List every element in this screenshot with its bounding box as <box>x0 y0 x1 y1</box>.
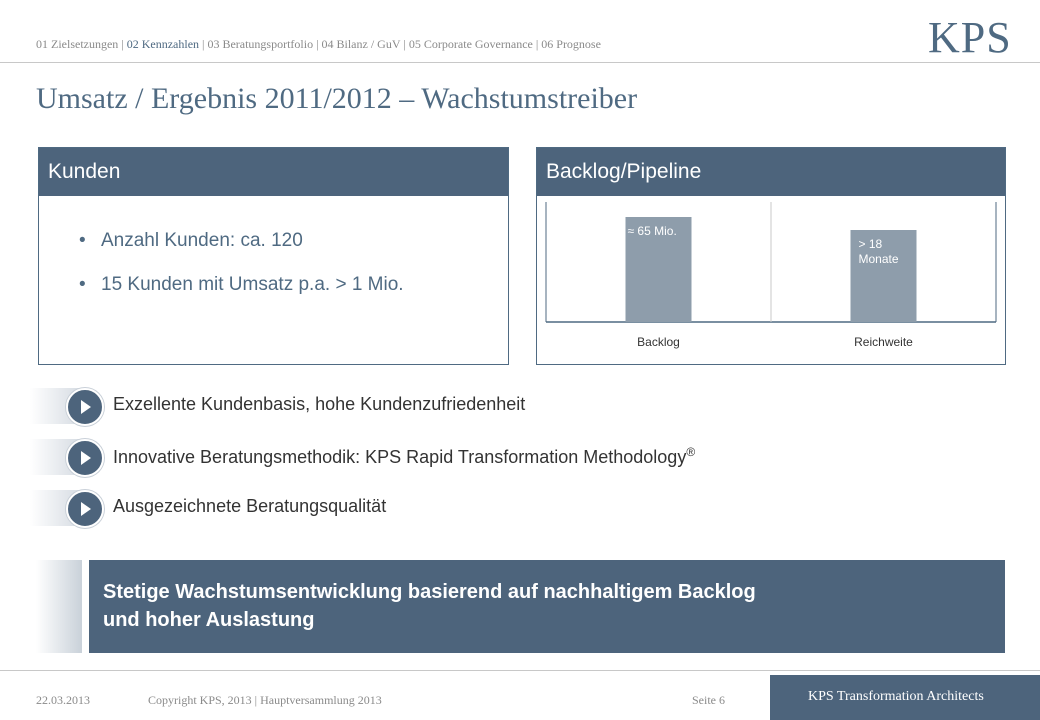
nav-item-kennzahlen[interactable]: 02 Kennzahlen <box>126 37 200 51</box>
footer-page: Seite 6 <box>692 693 725 707</box>
play-arrow-icon <box>66 490 104 528</box>
driver-row-1 <box>30 386 930 426</box>
footer-copyright: Copyright KPS, 2013 | Hauptversammlung 2013 <box>148 693 382 707</box>
backlog-chart <box>543 200 999 365</box>
section-nav: 01 Zielsetzungen | 02 Kennzahlen | 03 Beratungsportfolio | 04 Bilanz / GuV | 05 Corporate Governance | 06 Prognose <box>36 37 601 51</box>
driver-row-3 <box>30 488 930 528</box>
highlight-line-1: Stetige Wachstumsentwicklung basierend auf nachhaltigem Backlog <box>103 581 756 603</box>
chart-data-label-reichweite-line1: > 18 <box>858 237 883 251</box>
footer-brand-text: KPS Transformation Architects <box>808 689 984 704</box>
chart-category-label-backlog: Backlog <box>637 335 680 349</box>
bullet-anzahl-kunden: • Anzahl Kunden: ca. 120 <box>79 230 404 252</box>
page-title: Umsatz / Ergebnis 2011/2012 – Wachstumstreiber <box>36 82 638 115</box>
chart-data-label-reichweite-line2: Monate <box>858 252 899 266</box>
nav-item-corporate-governance[interactable]: 05 Corporate Governance <box>408 37 533 51</box>
driver-text-1: Exzellente Kundenbasis, hohe Kundenzufriedenheit <box>113 394 526 414</box>
play-arrow-icon <box>66 439 104 477</box>
footer-divider <box>0 670 1040 671</box>
highlight-accent <box>36 560 82 653</box>
kunden-bullet-list <box>79 230 404 318</box>
nav-item-zielsetzungen[interactable]: 01 Zielsetzungen <box>36 37 119 51</box>
nav-item-bilanz-guv[interactable]: 04 Bilanz / GuV <box>321 37 401 51</box>
nav-item-beratungsportfolio[interactable]: 03 Beratungsportfolio <box>207 37 314 51</box>
chart-data-label-backlog: ≈ 65 Mio. <box>627 224 677 238</box>
kunden-panel <box>38 147 509 365</box>
footer-date: 22.03.2013 <box>36 693 90 707</box>
nav-item-prognose[interactable]: 06 Prognose <box>541 37 601 51</box>
chart-category-label-reichweite: Reichweite <box>854 335 913 349</box>
backlog-panel <box>536 147 1006 365</box>
driver-text-3: Ausgezeichnete Beratungsqualität <box>113 496 387 516</box>
registered-mark: ® <box>686 445 696 459</box>
backlog-heading: Backlog/Pipeline <box>537 148 1005 196</box>
kps-logo: KPS <box>928 13 1012 62</box>
bullet-kunden-umsatz: • 15 Kunden mit Umsatz p.a. > 1 Mio. <box>79 274 404 296</box>
header-divider <box>0 62 1040 63</box>
driver-row-2 <box>30 437 930 477</box>
play-arrow-icon <box>66 388 104 426</box>
highlight-box <box>89 560 1005 653</box>
kunden-heading: Kunden <box>39 148 508 196</box>
footer-brand <box>770 675 1040 720</box>
driver-text-2: Innovative Beratungsmethodik: KPS Rapid Transformation Methodology® <box>113 445 696 467</box>
highlight-line-2: und hoher Auslastung <box>103 609 315 631</box>
